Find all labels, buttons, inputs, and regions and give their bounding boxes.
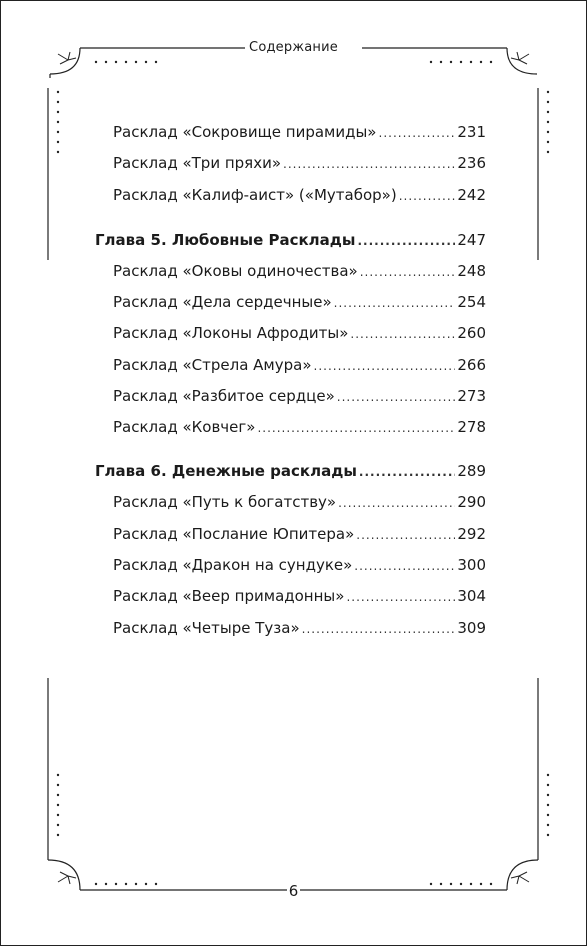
dot-leader <box>356 525 455 545</box>
toc-entry[interactable] <box>113 586 486 607</box>
toc-entry-label: Расклад «Путь к богатству» <box>113 493 337 511</box>
dot-leader <box>357 231 455 251</box>
toc-entry-page: 254 <box>457 293 486 311</box>
toc-chapter-label: Глава 6. Денежные расклады <box>95 462 357 480</box>
dot-leader <box>337 387 456 407</box>
page-number: 6 <box>288 882 299 900</box>
toc-entry[interactable] <box>113 555 486 576</box>
toc-entry-label: Расклад «Веер примадонны» <box>113 587 345 605</box>
dot-leader <box>302 619 456 639</box>
dot-leader <box>338 493 455 513</box>
toc-entry-page: 273 <box>457 387 486 405</box>
dot-leader <box>350 324 455 344</box>
toc-entry[interactable] <box>113 261 486 282</box>
toc-entry-label: Расклад «Четыре Туза» <box>113 619 300 637</box>
toc-chapter[interactable] <box>95 230 486 251</box>
toc-entry-page: 290 <box>457 493 486 511</box>
toc-entry-page: 242 <box>457 186 486 204</box>
toc-entry-page: 236 <box>457 154 486 172</box>
dot-leader <box>359 462 455 482</box>
toc-entry-label: Расклад «Калиф-аист» («Мутабор») <box>113 186 397 204</box>
toc-entry-label: Расклад «Оковы одиночества» <box>113 262 358 280</box>
toc-entry[interactable] <box>113 492 486 513</box>
toc-entry-label: Расклад «Стрела Амура» <box>113 356 312 374</box>
dot-leader <box>334 293 456 313</box>
dot-leader <box>399 186 456 206</box>
toc-entry[interactable] <box>113 292 486 313</box>
toc-entry-label: Расклад «Локоны Афродиты» <box>113 324 349 342</box>
toc-entry[interactable] <box>113 417 486 438</box>
toc-entry[interactable] <box>113 524 486 545</box>
toc-entry-page: 309 <box>457 619 486 637</box>
section-title: Содержание <box>249 40 338 55</box>
toc-entry-label: Расклад «Дракон на сундуке» <box>113 556 353 574</box>
toc-entry-page: 300 <box>457 556 486 574</box>
toc-entry[interactable] <box>113 355 486 376</box>
toc-entry-page: 292 <box>457 525 486 543</box>
toc-entry-label: Расклад «Послание Юпитера» <box>113 525 355 543</box>
dot-leader <box>257 418 455 438</box>
toc-entry-label: Расклад «Дела сердечные» <box>113 293 332 311</box>
toc-entry[interactable] <box>113 153 486 174</box>
toc-entry[interactable] <box>113 618 486 639</box>
toc-chapter-page: 247 <box>457 231 486 249</box>
toc-entry-page: 278 <box>457 418 486 436</box>
toc-chapter-label: Глава 5. Любовные Расклады <box>95 231 356 249</box>
toc-entry[interactable] <box>113 122 486 143</box>
dot-leader <box>360 262 456 282</box>
toc-entry-page: 260 <box>457 324 486 342</box>
toc-entry-label: Расклад «Ковчег» <box>113 418 256 436</box>
toc-entry-page: 248 <box>457 262 486 280</box>
dot-leader <box>354 556 455 576</box>
toc-entry-page: 304 <box>457 587 486 605</box>
dot-leader <box>346 587 455 607</box>
dot-leader <box>314 356 456 376</box>
dot-leader <box>379 123 456 143</box>
toc-entry[interactable] <box>113 323 486 344</box>
toc-entry-label: Расклад «Разбитое сердце» <box>113 387 335 405</box>
toc-chapter-page: 289 <box>457 462 486 480</box>
toc-entry-page: 231 <box>457 123 486 141</box>
toc-entry[interactable] <box>113 185 486 206</box>
toc-entry-label: Расклад «Три пряхи» <box>113 154 281 172</box>
toc-entry-label: Расклад «Сокровище пирамиды» <box>113 123 377 141</box>
toc-entry-page: 266 <box>457 356 486 374</box>
toc-entry[interactable] <box>113 386 486 407</box>
dot-leader <box>283 154 455 174</box>
toc-chapter[interactable] <box>95 461 486 482</box>
